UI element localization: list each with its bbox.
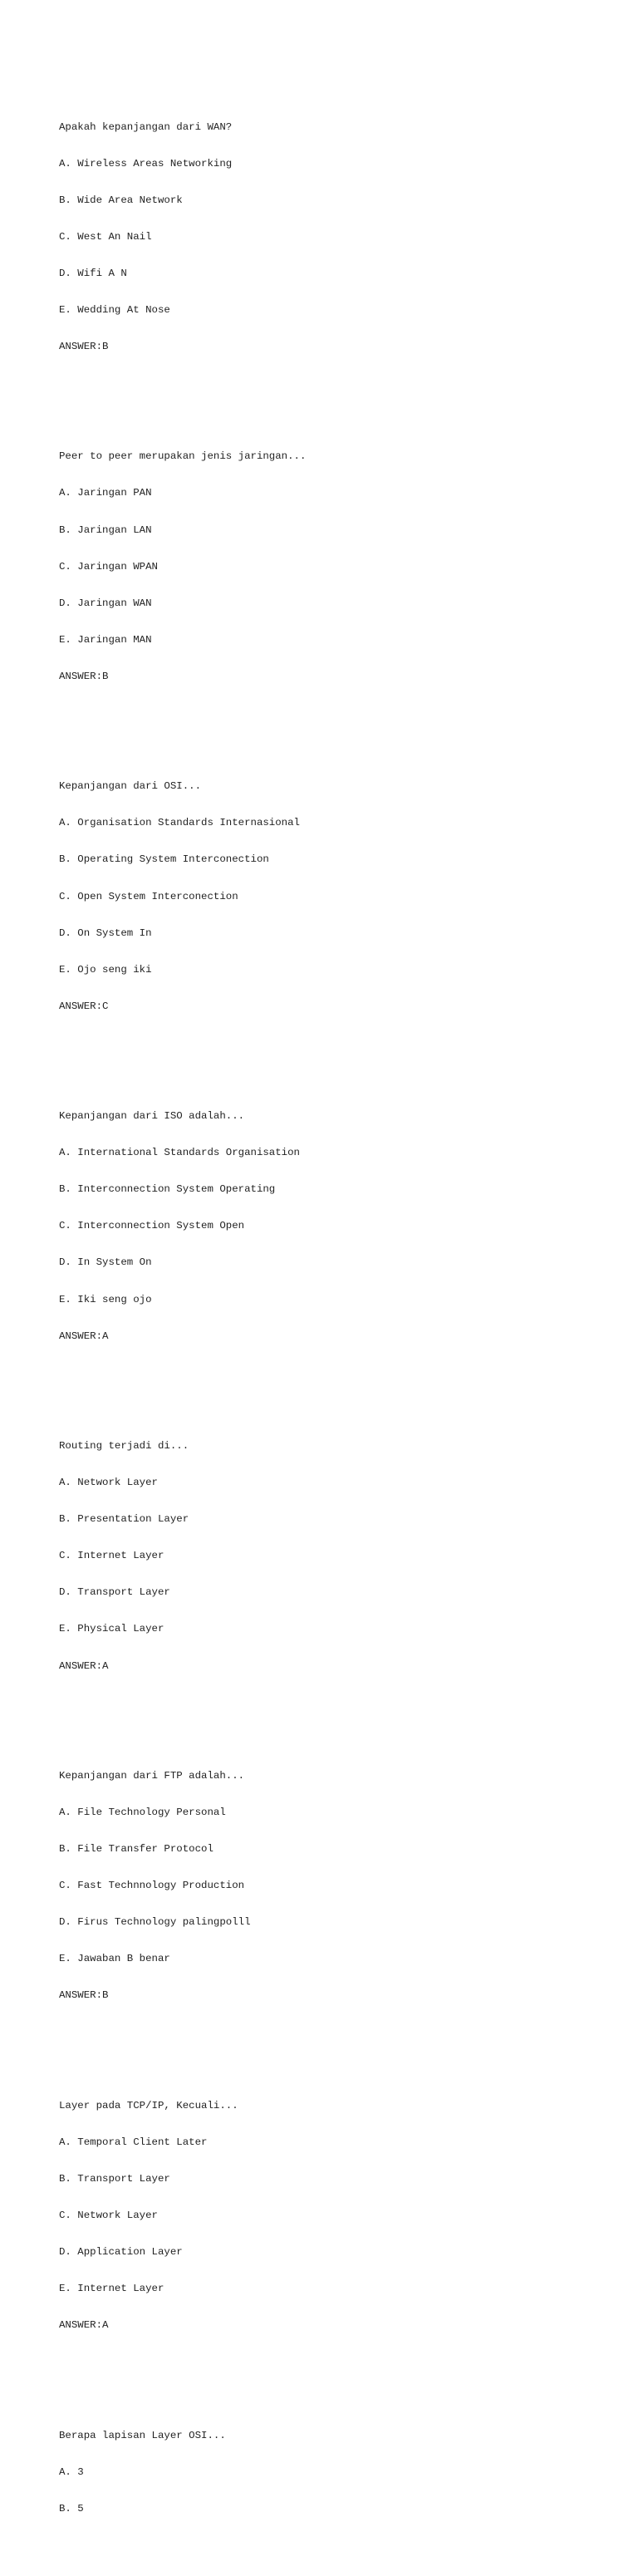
option-c: C. West An Nail: [59, 230, 152, 243]
option-a: A. Wireless Areas Networking: [59, 157, 233, 170]
question-block: [59, 2075, 599, 2356]
option-b: B. Operating System Interconection: [59, 853, 269, 866]
answer-key: ANSWER:B: [59, 1989, 109, 2002]
option-e: E. Iki seng ojo: [59, 1293, 152, 1305]
option-d: D. In System On: [59, 1256, 152, 1269]
option-e: E. Internet Layer: [59, 2283, 164, 2295]
option-d: D. Transport Layer: [59, 1586, 170, 1599]
option-a: A. Organisation Standards Internasional: [59, 817, 300, 829]
option-c: C. Fast Technnology Production: [59, 1880, 245, 1892]
option-c: C. Open System Interconection: [59, 890, 238, 902]
question-prompt: Kepanjangan dari ISO adalah...: [59, 1110, 245, 1123]
option-e: E. Ojo seng iki: [59, 963, 152, 976]
option-e: E. Jaringan MAN: [59, 633, 152, 646]
question-block: [59, 2405, 599, 2539]
option-e: E. Jawaban B benar: [59, 1953, 170, 1965]
option-d: D. Firus Technology palingpolll: [59, 1916, 251, 1929]
question-prompt: Berapa lapisan Layer OSI...: [59, 2429, 226, 2441]
answer-key: ANSWER:A: [59, 1659, 109, 1672]
answer-key: ANSWER:A: [59, 2319, 109, 2332]
question-block: [59, 1416, 599, 1697]
question-prompt: Routing terjadi di...: [59, 1439, 189, 1452]
option-a: A. 3: [59, 2465, 84, 2478]
answer-key: ANSWER:B: [59, 670, 109, 682]
option-d: D. Jaringan WAN: [59, 597, 152, 609]
option-a: A. Network Layer: [59, 1477, 158, 1489]
option-b: B. File Transfer Protocol: [59, 1843, 213, 1855]
option-c: C. Interconnection System Open: [59, 1220, 245, 1232]
option-b: B. Transport Layer: [59, 2172, 170, 2185]
option-a: A. Temporal Client Later: [59, 2136, 208, 2148]
option-b: B. 5: [59, 2502, 84, 2515]
question-block: [59, 426, 599, 707]
option-a: A. File Technology Personal: [59, 1806, 226, 1818]
answer-key: ANSWER:C: [59, 1000, 109, 1012]
question-prompt: Kepanjangan dari FTP adalah...: [59, 1769, 245, 1782]
answer-key: ANSWER:A: [59, 1330, 109, 1342]
question-block: [59, 756, 599, 1037]
option-b: B. Interconnection System Operating: [59, 1183, 276, 1196]
document-page: [59, 60, 599, 2576]
option-e: E. Physical Layer: [59, 1623, 164, 1635]
answer-key: ANSWER:B: [59, 341, 109, 353]
option-d: D. Application Layer: [59, 2246, 183, 2259]
question-block: [59, 1086, 599, 1367]
option-d: D. On System In: [59, 927, 152, 939]
question-prompt: Peer to peer merupakan jenis jaringan...: [59, 450, 307, 463]
question-prompt: Apakah kepanjangan dari WAN?: [59, 120, 233, 133]
option-b: B. Presentation Layer: [59, 1513, 189, 1526]
question-prompt: Layer pada TCP/IP, Kecuali...: [59, 2099, 238, 2111]
option-a: A. International Standards Organisation: [59, 1147, 300, 1159]
question-block: [59, 96, 599, 377]
option-c: C. Internet Layer: [59, 1550, 164, 1562]
option-e: E. Wedding At Nose: [59, 303, 170, 316]
option-b: B. Wide Area Network: [59, 194, 183, 206]
option-c: C. Network Layer: [59, 2209, 158, 2221]
option-c: C. Jaringan WPAN: [59, 560, 158, 573]
option-d: D. Wifi A N: [59, 267, 127, 279]
question-prompt: Kepanjangan dari OSI...: [59, 780, 202, 793]
option-b: B. Jaringan LAN: [59, 524, 152, 536]
question-block: [59, 1745, 599, 2026]
option-a: A. Jaringan PAN: [59, 487, 152, 499]
